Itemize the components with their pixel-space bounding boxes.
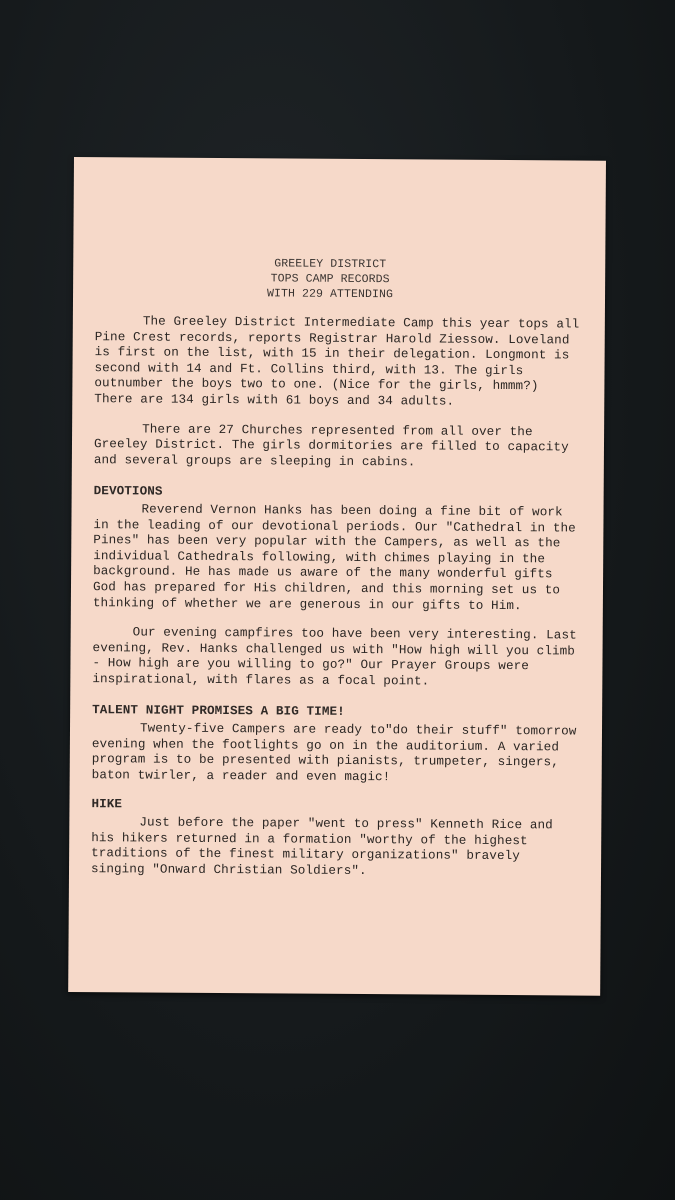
churches-paragraph: There are 27 Churches represented from all over the Greeley District. The girls dormitories are filled to capacity and several groups are sleeping in cabins. [93, 422, 577, 470]
headline-line-1: GREELEY DISTRICT [274, 257, 387, 272]
devotions-paragraph: Reverend Vernon Hanks has been doing a fine bit of work in the leading of our devotional periods. Our "Cathedral in the Pines" has been very popular with the Campers, as well as the individual Cathedrals following, with chimes playing in the background. He has made us aware of the many wonderful gifts God has prepared for His children, and this morning set us to thinking of whether we are generous in our gifts to Him. [92, 502, 584, 613]
headline-line-3: WITH 229 ATTENDING [266, 287, 394, 302]
devotions-heading: DEVOTIONS [93, 484, 163, 499]
headline-line-2: TOPS CAMP RECORDS [270, 272, 390, 287]
hike-heading: HIKE [91, 797, 123, 812]
hike-paragraph: Just before the paper "went to press" Kenneth Rice and his hikers returned in a formation "worthy of the highest traditions of the finest military organizations" bravely singing "Onward Christian Soldiers". [90, 815, 561, 878]
newsletter-page [68, 157, 606, 996]
campfires-paragraph: Our evening campfires too have been very interesting. Last evening, Rev. Hanks challenged us with "How high will you climb - How high are you willing to go?" Our Prayer Groups were inspirational, with flares as a focal point. [92, 625, 585, 689]
intro-paragraph: The Greeley District Intermediate Camp this year tops all Pine Crest records, reports Registrar Harold Ziessow. Loveland is first on the list, with 15 in their delegation. Longmont is second with 14 and Ft. Collins third, with 13. The girls outnumber the boys two to one. (Nice for the girls, hmmm?) There are 134 girls with 61 boys and 34 adults. [94, 314, 588, 409]
talent-night-heading: TALENT NIGHT PROMISES A BIG TIME! [92, 703, 345, 720]
document-body [90, 255, 588, 895]
headline [75, 255, 585, 304]
talent-night-paragraph: Twenty-five Campers are ready to"do their stuff" tomorrow evening when the footlights go on in the auditorium. A varied program is to be presented with pianists, trumpeter, singers, baton twirler, a reader and even magic! [91, 721, 585, 785]
